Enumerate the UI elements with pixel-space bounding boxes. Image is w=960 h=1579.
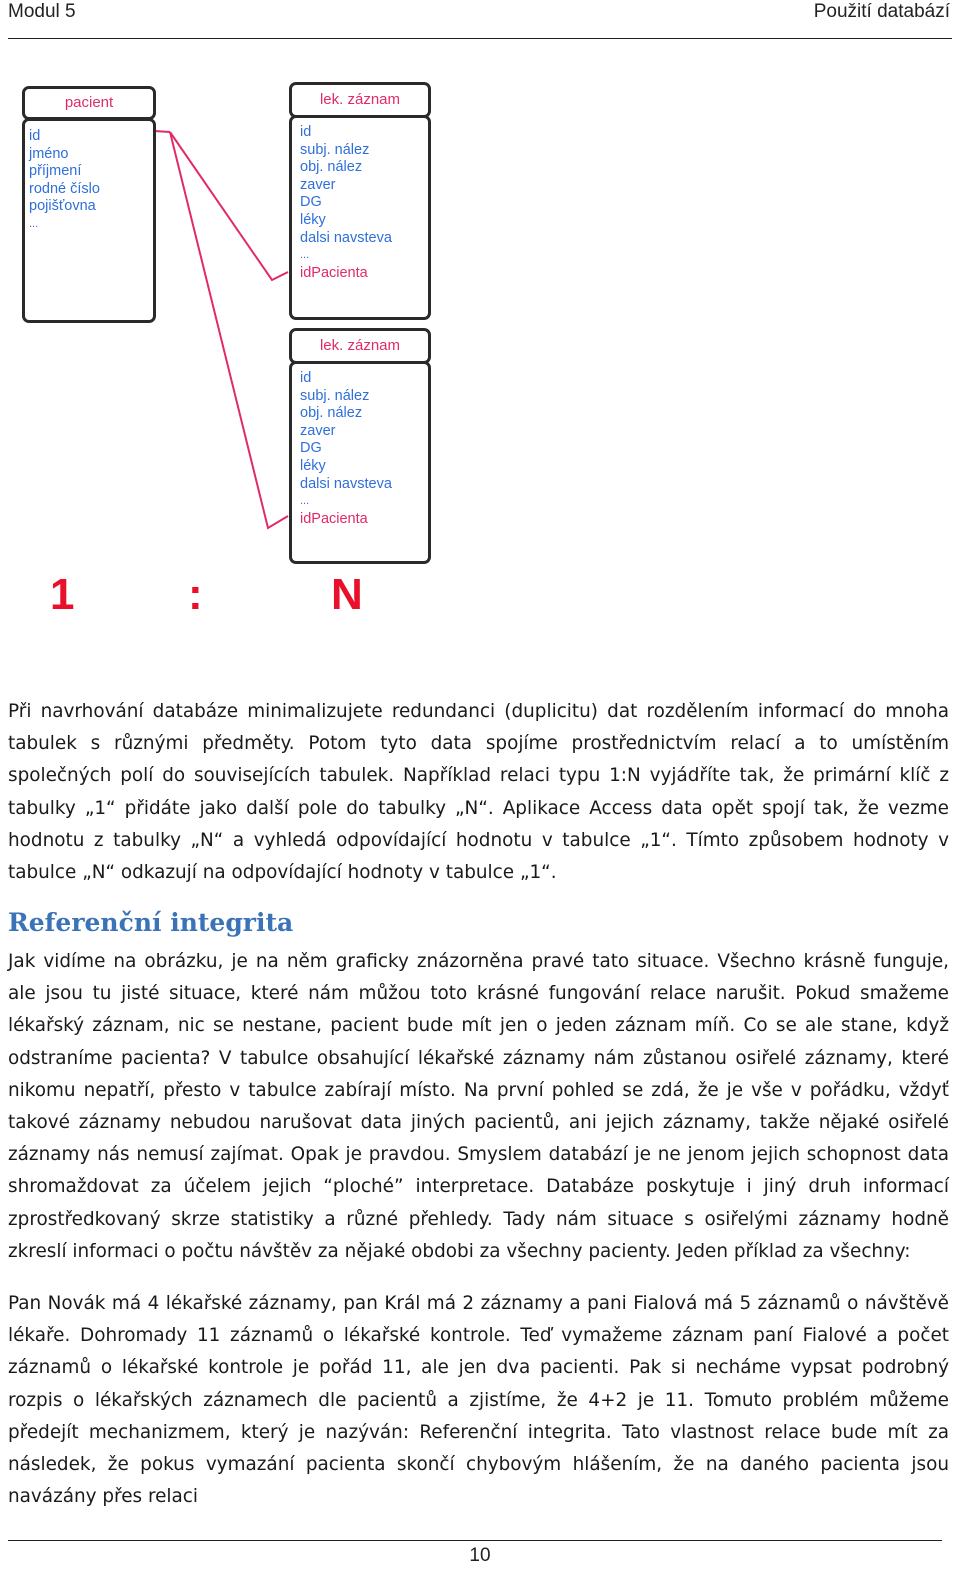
record-field: subj. nález — [300, 387, 370, 404]
record-foreign-key: idPacienta — [300, 510, 368, 527]
patient-field: jméno — [29, 145, 69, 162]
patient-field: příjmení — [29, 163, 82, 180]
page-number: 10 — [469, 1545, 491, 1566]
record-table-2-fields — [300, 370, 392, 528]
record-table-2-title: lek. záznam — [319, 337, 401, 354]
record-field: DG — [300, 194, 322, 211]
patient-field: id — [29, 128, 41, 144]
record-field: id — [300, 124, 312, 140]
record-field: obj. nález — [300, 159, 363, 176]
record-field: ... — [300, 495, 310, 508]
record-table-1-fields — [300, 124, 392, 282]
record-field: subj. nález — [300, 141, 370, 158]
paragraph-intro: Při navrhování databáze minimalizujete redundanci (duplicitu) dat rozdělením informací do mnoha tabulek s různými předměty. Potom tyto data spojíme prostřednictvím relací a to umístěním společných polí do souvisejících tabulek. Například relaci typu 1:N vyjádříte tak, že primární klíč z tabulky „1“ přidáte jako další pole do tabulky „N“. Aplikace Access data opět spojí tak, že vezme hodnotu z tabulky „N“ a vyhledá odpovídající hodnotu v tabulce „1“. Tímto způsobem hodnoty v tabulce „N“ odkazují na odpovídající hodnoty v tabulce „1“. — [8, 701, 949, 884]
record-field: obj. nález — [300, 405, 363, 422]
relation-line-record2 — [170, 132, 288, 528]
section-heading: Referenční integrita — [8, 908, 294, 937]
ratio-many: N — [331, 570, 363, 619]
paragraph-example: Pan Novák má 4 lékařské záznamy, pan Král má 2 záznamy a pani Fialová má 5 záznamů o návštěvě lékaře. Dohromady 11 záznamů o lékařské kontrole. Teď vymažeme záznam paní Fialové a počet záznamů o lékařské kontrole je pořád 11, ale jen dva pacienti. Pak si necháme vypsat podrobný rozpis o lékařských záznamech dle pacientů a zjistíme, že 4+2 je 11. Tomuto problém můžeme předejít mechanizmem, který je nazýván: Referenční integrita. Tato vlastnost relace bude mít za následek, že pokus vymazání pacienta skončí chybovým hlášením, že na daného pacienta jsou navázány přes relaci — [8, 1293, 949, 1508]
record-field: zaver — [300, 176, 336, 193]
patient-field: ... — [29, 217, 39, 230]
record-field: dalsi navsteva — [300, 229, 392, 246]
patient-field: rodné číslo — [29, 180, 100, 197]
record-foreign-key: idPacienta — [300, 264, 368, 281]
header-left: Modul 5 — [8, 1, 76, 22]
record-table-2-title-box — [289, 328, 431, 364]
header-rule — [8, 38, 952, 39]
record-table-1-title-box — [289, 82, 431, 118]
patient-table-title: pacient — [64, 94, 114, 111]
record-field: zaver — [300, 422, 336, 439]
record-field: léky — [300, 457, 326, 474]
record-field: dalsi navsteva — [300, 475, 392, 492]
ratio-separator: : — [188, 570, 203, 619]
relation-arrow-shaft — [154, 131, 170, 132]
paragraph-referential: Jak vidíme na obrázku, je na něm graficky znázorněna pravé tato situace. Všechno krásně funguje, ale jsou tu jisté situace, které nám můžou toto krásné fungování relace narušit. Pokud smažeme lékařský záznam, nic se nestane, pacient bude mít jen o jeden záznam míň. Co se ale stane, když odstraníme pacienta? V tabulce obsahující lékařské záznamy nám zůstanou osiřelé záznamy, které nikomu nepatří, přesto v tabulce zabírají místo. Na první pohled se zdá, že je vše v pořádku, vždyť takové záznamy nebudou narušovat data jiných pacientů, ani jejich záznamy, takže nějaké osiřelé záznamy nás nemusí zajímat. Opak je pravdou. Smyslem databází je ne jenom jejich schopnost data shromaždovat za účelem jejich “ploché” interpretace. Databáze poskytuje i jiný druh informací zprostředkovaný skrze statistiky a různé přehledy. Tady nám situace s osiřelými záznamy hodně zkreslí informaci o počtu návštěv za nějaké obdobi za všechny pacienty. Jeden příklad za všechny: — [8, 951, 949, 1262]
relationship-diagram — [0, 70, 460, 630]
record-field: léky — [300, 211, 326, 228]
footer-rule — [8, 1540, 942, 1541]
patient-table-fields — [29, 128, 100, 234]
record-field: id — [300, 370, 312, 386]
record-table-1-title: lek. záznam — [319, 91, 401, 108]
header-right: Použití databází — [813, 1, 950, 22]
record-field: ... — [300, 249, 310, 262]
patient-field: pojišťovna — [29, 198, 96, 215]
ratio-one: 1 — [50, 570, 75, 619]
record-field: DG — [300, 440, 322, 457]
patient-table-title-box — [22, 86, 156, 120]
